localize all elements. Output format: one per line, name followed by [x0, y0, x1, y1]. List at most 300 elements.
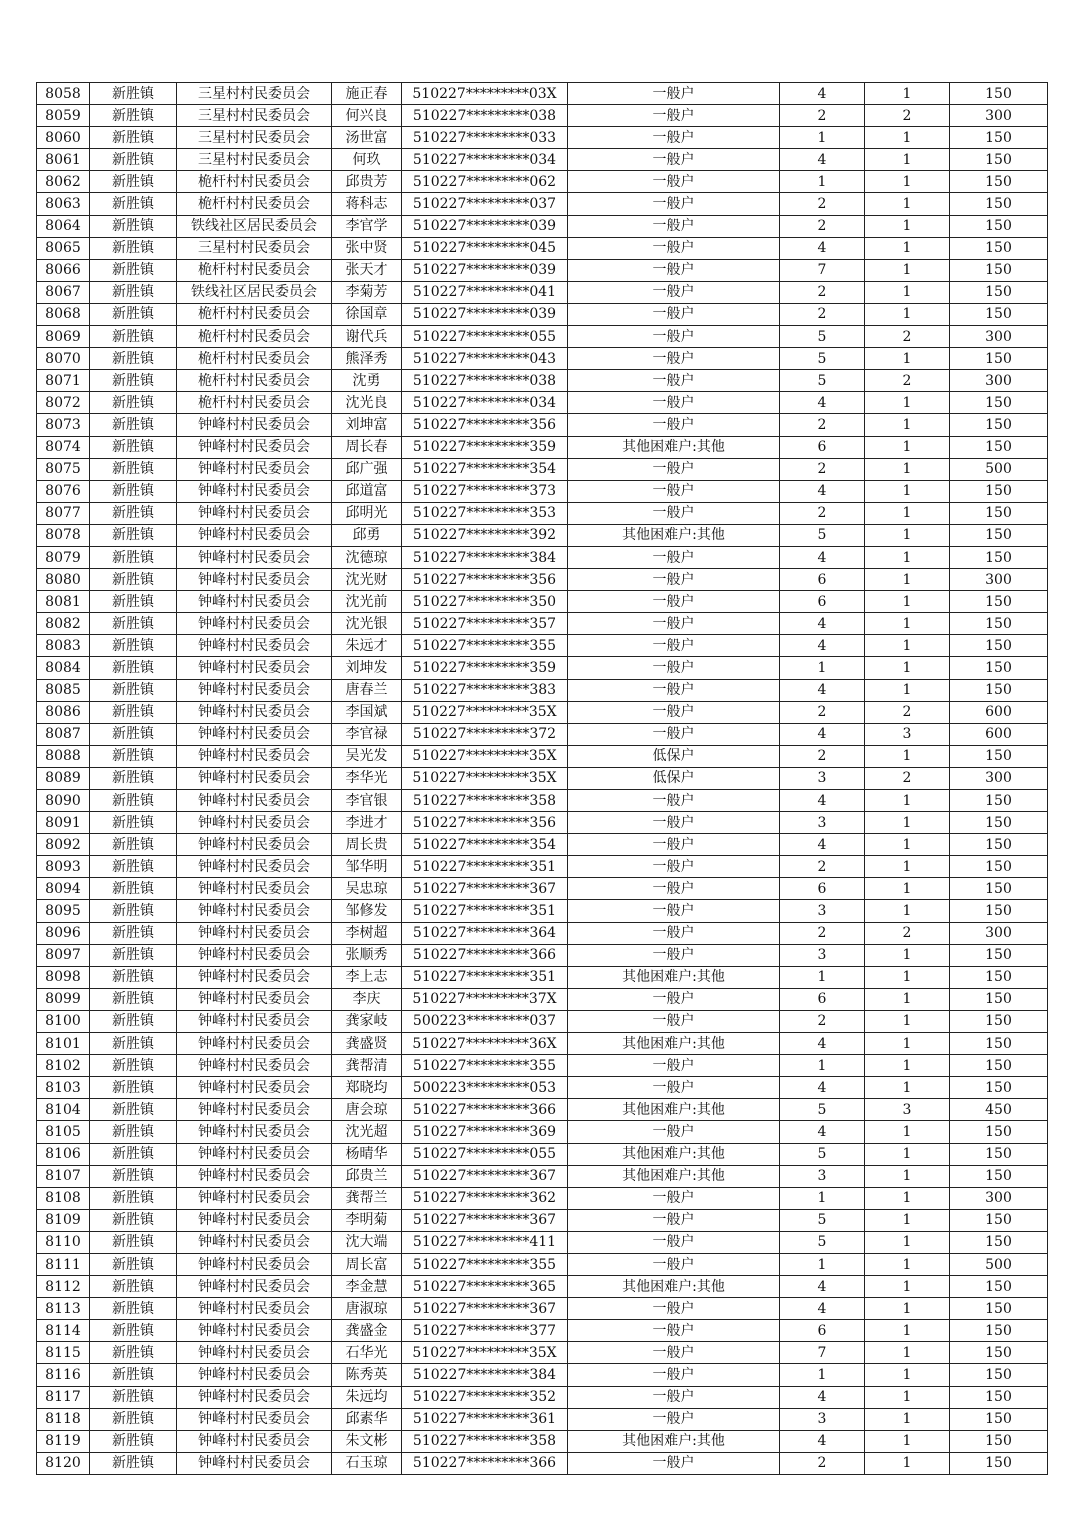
committee-cell: 钟峰村村民委员会: [177, 1386, 332, 1408]
id-number-cell: 510227*********354: [402, 458, 568, 480]
household-type-cell: 其他困难户:其他: [568, 524, 780, 546]
household-type-cell: 一般户: [568, 723, 780, 745]
name-cell: 陈秀英: [332, 1364, 402, 1386]
count-cell: 1: [865, 303, 950, 325]
family-size-cell: 5: [780, 1209, 865, 1231]
serial-cell: 8060: [37, 127, 90, 149]
table-row: [37, 348, 1048, 370]
amount-cell: 150: [950, 1033, 1048, 1055]
id-number-cell: 510227*********367: [402, 1298, 568, 1320]
town-cell: 新胜镇: [90, 303, 177, 325]
serial-cell: 8120: [37, 1452, 90, 1474]
amount-cell: 150: [950, 613, 1048, 635]
town-cell: 新胜镇: [90, 370, 177, 392]
family-size-cell: 4: [780, 149, 865, 171]
amount-cell: 150: [950, 303, 1048, 325]
family-size-cell: 4: [780, 392, 865, 414]
count-cell: 1: [865, 436, 950, 458]
name-cell: 熊泽秀: [332, 348, 402, 370]
id-number-cell: 510227*********411: [402, 1231, 568, 1253]
serial-cell: 8082: [37, 613, 90, 635]
id-number-cell: 510227*********367: [402, 1209, 568, 1231]
table-row: [37, 723, 1048, 745]
town-cell: 新胜镇: [90, 1055, 177, 1077]
serial-cell: 8110: [37, 1231, 90, 1253]
family-size-cell: 3: [780, 1408, 865, 1430]
household-type-cell: 其他困难户:其他: [568, 1143, 780, 1165]
id-number-cell: 510227*********366: [402, 944, 568, 966]
amount-cell: 150: [950, 812, 1048, 834]
committee-cell: 钟峰村村民委员会: [177, 944, 332, 966]
serial-cell: 8095: [37, 900, 90, 922]
amount-cell: 500: [950, 458, 1048, 480]
count-cell: 1: [865, 281, 950, 303]
name-cell: 刘坤富: [332, 414, 402, 436]
amount-cell: 150: [950, 856, 1048, 878]
amount-cell: 150: [950, 392, 1048, 414]
amount-cell: 150: [950, 1298, 1048, 1320]
town-cell: 新胜镇: [90, 1430, 177, 1452]
name-cell: 施正春: [332, 83, 402, 105]
id-number-cell: 510227*********384: [402, 546, 568, 568]
name-cell: 唐春兰: [332, 679, 402, 701]
serial-cell: 8091: [37, 812, 90, 834]
serial-cell: 8097: [37, 944, 90, 966]
serial-cell: 8064: [37, 215, 90, 237]
table-row: [37, 480, 1048, 502]
serial-cell: 8070: [37, 348, 90, 370]
family-size-cell: 6: [780, 878, 865, 900]
committee-cell: 钟峰村村民委员会: [177, 502, 332, 524]
count-cell: 1: [865, 1187, 950, 1209]
name-cell: 张天才: [332, 259, 402, 281]
household-type-cell: 一般户: [568, 480, 780, 502]
count-cell: 1: [865, 1143, 950, 1165]
name-cell: 邱素华: [332, 1408, 402, 1430]
household-type-cell: 一般户: [568, 657, 780, 679]
household-type-cell: 一般户: [568, 127, 780, 149]
count-cell: 1: [865, 569, 950, 591]
name-cell: 唐淑琼: [332, 1298, 402, 1320]
id-number-cell: 510227*********038: [402, 370, 568, 392]
amount-cell: 150: [950, 657, 1048, 679]
serial-cell: 8065: [37, 237, 90, 259]
name-cell: 刘坤发: [332, 657, 402, 679]
table-row: [37, 1077, 1048, 1099]
town-cell: 新胜镇: [90, 1165, 177, 1187]
amount-cell: 150: [950, 1077, 1048, 1099]
household-type-cell: 一般户: [568, 1342, 780, 1364]
serial-cell: 8071: [37, 370, 90, 392]
count-cell: 1: [865, 127, 950, 149]
name-cell: 朱远才: [332, 635, 402, 657]
amount-cell: 150: [950, 1430, 1048, 1452]
amount-cell: 150: [950, 480, 1048, 502]
town-cell: 新胜镇: [90, 458, 177, 480]
amount-cell: 150: [950, 348, 1048, 370]
amount-cell: 150: [950, 1342, 1048, 1364]
table-row: [37, 856, 1048, 878]
committee-cell: 钟峰村村民委员会: [177, 613, 332, 635]
name-cell: 李进才: [332, 812, 402, 834]
count-cell: 1: [865, 1121, 950, 1143]
town-cell: 新胜镇: [90, 679, 177, 701]
committee-cell: 钟峰村村民委员会: [177, 679, 332, 701]
serial-cell: 8068: [37, 303, 90, 325]
household-type-cell: 一般户: [568, 83, 780, 105]
town-cell: 新胜镇: [90, 1408, 177, 1430]
table-row: [37, 259, 1048, 281]
committee-cell: 钟峰村村民委员会: [177, 878, 332, 900]
amount-cell: 150: [950, 1143, 1048, 1165]
household-type-cell: 一般户: [568, 326, 780, 348]
town-cell: 新胜镇: [90, 1386, 177, 1408]
household-type-cell: 一般户: [568, 1077, 780, 1099]
amount-cell: 300: [950, 105, 1048, 127]
name-cell: 石华光: [332, 1342, 402, 1364]
serial-cell: 8089: [37, 767, 90, 789]
serial-cell: 8101: [37, 1033, 90, 1055]
table-row: [37, 1364, 1048, 1386]
town-cell: 新胜镇: [90, 83, 177, 105]
committee-cell: 钟峰村村民委员会: [177, 834, 332, 856]
name-cell: 李华光: [332, 767, 402, 789]
count-cell: 1: [865, 1452, 950, 1474]
count-cell: 1: [865, 834, 950, 856]
serial-cell: 8075: [37, 458, 90, 480]
town-cell: 新胜镇: [90, 1121, 177, 1143]
family-size-cell: 4: [780, 613, 865, 635]
count-cell: 1: [865, 878, 950, 900]
count-cell: 1: [865, 171, 950, 193]
table-row: [37, 458, 1048, 480]
committee-cell: 三星村村民委员会: [177, 83, 332, 105]
household-type-cell: 一般户: [568, 193, 780, 215]
town-cell: 新胜镇: [90, 414, 177, 436]
id-number-cell: 510227*********36X: [402, 1033, 568, 1055]
amount-cell: 300: [950, 569, 1048, 591]
town-cell: 新胜镇: [90, 1320, 177, 1342]
id-number-cell: 510227*********038: [402, 105, 568, 127]
family-size-cell: 2: [780, 502, 865, 524]
family-size-cell: 3: [780, 900, 865, 922]
committee-cell: 桅杆村村民委员会: [177, 193, 332, 215]
count-cell: 1: [865, 1077, 950, 1099]
name-cell: 龚盛金: [332, 1320, 402, 1342]
table-row: [37, 1276, 1048, 1298]
family-size-cell: 3: [780, 767, 865, 789]
household-type-cell: 一般户: [568, 922, 780, 944]
committee-cell: 钟峰村村民委员会: [177, 1143, 332, 1165]
amount-cell: 600: [950, 723, 1048, 745]
town-cell: 新胜镇: [90, 944, 177, 966]
table-row: [37, 745, 1048, 767]
amount-cell: 300: [950, 1187, 1048, 1209]
town-cell: 新胜镇: [90, 1010, 177, 1032]
amount-cell: 150: [950, 900, 1048, 922]
serial-cell: 8096: [37, 922, 90, 944]
count-cell: 1: [865, 259, 950, 281]
family-size-cell: 1: [780, 1055, 865, 1077]
id-number-cell: 510227*********350: [402, 591, 568, 613]
id-number-cell: 510227*********045: [402, 237, 568, 259]
id-number-cell: 500223*********037: [402, 1010, 568, 1032]
name-cell: 周长富: [332, 1253, 402, 1275]
serial-cell: 8107: [37, 1165, 90, 1187]
name-cell: 沈光前: [332, 591, 402, 613]
town-cell: 新胜镇: [90, 767, 177, 789]
id-number-cell: 510227*********354: [402, 834, 568, 856]
committee-cell: 钟峰村村民委员会: [177, 856, 332, 878]
amount-cell: 150: [950, 546, 1048, 568]
name-cell: 李明菊: [332, 1209, 402, 1231]
household-type-cell: 一般户: [568, 1055, 780, 1077]
serial-cell: 8077: [37, 502, 90, 524]
table-row: [37, 591, 1048, 613]
household-type-cell: 一般户: [568, 281, 780, 303]
table-row: [37, 1320, 1048, 1342]
family-size-cell: 2: [780, 105, 865, 127]
id-number-cell: 510227*********37X: [402, 988, 568, 1010]
household-type-cell: 其他困难户:其他: [568, 436, 780, 458]
household-type-cell: 一般户: [568, 502, 780, 524]
id-number-cell: 510227*********351: [402, 856, 568, 878]
town-cell: 新胜镇: [90, 436, 177, 458]
serial-cell: 8083: [37, 635, 90, 657]
table-row: [37, 1209, 1048, 1231]
id-number-cell: 510227*********358: [402, 1430, 568, 1452]
family-size-cell: 5: [780, 1143, 865, 1165]
amount-cell: 150: [950, 591, 1048, 613]
name-cell: 张中贤: [332, 237, 402, 259]
count-cell: 2: [865, 370, 950, 392]
family-size-cell: 4: [780, 1298, 865, 1320]
amount-cell: 150: [950, 281, 1048, 303]
town-cell: 新胜镇: [90, 281, 177, 303]
amount-cell: 150: [950, 215, 1048, 237]
serial-cell: 8104: [37, 1099, 90, 1121]
id-number-cell: 510227*********043: [402, 348, 568, 370]
table-row: [37, 944, 1048, 966]
household-type-cell: 一般户: [568, 1209, 780, 1231]
id-number-cell: 510227*********355: [402, 1055, 568, 1077]
serial-cell: 8118: [37, 1408, 90, 1430]
committee-cell: 钟峰村村民委员会: [177, 1430, 332, 1452]
count-cell: 1: [865, 1298, 950, 1320]
name-cell: 沈光财: [332, 569, 402, 591]
table-row: [37, 878, 1048, 900]
town-cell: 新胜镇: [90, 215, 177, 237]
name-cell: 龚帮清: [332, 1055, 402, 1077]
table-row: [37, 657, 1048, 679]
amount-cell: 150: [950, 1055, 1048, 1077]
name-cell: 周长春: [332, 436, 402, 458]
family-size-cell: 1: [780, 966, 865, 988]
town-cell: 新胜镇: [90, 480, 177, 502]
count-cell: 1: [865, 812, 950, 834]
table-row: [37, 1165, 1048, 1187]
id-number-cell: 510227*********35X: [402, 701, 568, 723]
name-cell: 邹修发: [332, 900, 402, 922]
committee-cell: 钟峰村村民委员会: [177, 1408, 332, 1430]
table-row: [37, 502, 1048, 524]
count-cell: 1: [865, 480, 950, 502]
table-row: [37, 1055, 1048, 1077]
count-cell: 1: [865, 1386, 950, 1408]
family-size-cell: 2: [780, 701, 865, 723]
committee-cell: 钟峰村村民委员会: [177, 745, 332, 767]
committee-cell: 钟峰村村民委员会: [177, 1231, 332, 1253]
household-type-cell: 一般户: [568, 679, 780, 701]
id-number-cell: 510227*********357: [402, 613, 568, 635]
amount-cell: 150: [950, 1364, 1048, 1386]
serial-cell: 8078: [37, 524, 90, 546]
table-row: [37, 922, 1048, 944]
committee-cell: 钟峰村村民委员会: [177, 1187, 332, 1209]
count-cell: 1: [865, 1430, 950, 1452]
household-type-cell: 一般户: [568, 1386, 780, 1408]
count-cell: 1: [865, 83, 950, 105]
committee-cell: 桅杆村村民委员会: [177, 303, 332, 325]
id-number-cell: 510227*********366: [402, 1099, 568, 1121]
name-cell: 沈勇: [332, 370, 402, 392]
amount-cell: 150: [950, 790, 1048, 812]
committee-cell: 钟峰村村民委员会: [177, 812, 332, 834]
committee-cell: 三星村村民委员会: [177, 149, 332, 171]
committee-cell: 钟峰村村民委员会: [177, 1077, 332, 1099]
id-number-cell: 510227*********062: [402, 171, 568, 193]
family-size-cell: 4: [780, 237, 865, 259]
name-cell: 汤世富: [332, 127, 402, 149]
town-cell: 新胜镇: [90, 1342, 177, 1364]
family-size-cell: 2: [780, 414, 865, 436]
town-cell: 新胜镇: [90, 1099, 177, 1121]
family-size-cell: 4: [780, 1430, 865, 1452]
table-row: [37, 524, 1048, 546]
id-number-cell: 510227*********355: [402, 1253, 568, 1275]
serial-cell: 8099: [37, 988, 90, 1010]
committee-cell: 钟峰村村民委员会: [177, 1320, 332, 1342]
amount-cell: 150: [950, 944, 1048, 966]
amount-cell: 150: [950, 966, 1048, 988]
town-cell: 新胜镇: [90, 1276, 177, 1298]
household-type-cell: 一般户: [568, 105, 780, 127]
family-size-cell: 2: [780, 193, 865, 215]
amount-cell: 150: [950, 1121, 1048, 1143]
count-cell: 2: [865, 326, 950, 348]
serial-cell: 8111: [37, 1253, 90, 1275]
town-cell: 新胜镇: [90, 988, 177, 1010]
count-cell: 2: [865, 767, 950, 789]
family-size-cell: 5: [780, 524, 865, 546]
amount-cell: 450: [950, 1099, 1048, 1121]
serial-cell: 8066: [37, 259, 90, 281]
household-type-cell: 一般户: [568, 790, 780, 812]
household-type-cell: 一般户: [568, 1408, 780, 1430]
household-type-cell: 一般户: [568, 569, 780, 591]
committee-cell: 钟峰村村民委员会: [177, 1364, 332, 1386]
name-cell: 杨晴华: [332, 1143, 402, 1165]
name-cell: 李菊芳: [332, 281, 402, 303]
count-cell: 2: [865, 922, 950, 944]
family-size-cell: 4: [780, 1121, 865, 1143]
town-cell: 新胜镇: [90, 546, 177, 568]
household-type-cell: 一般户: [568, 591, 780, 613]
amount-cell: 150: [950, 1452, 1048, 1474]
count-cell: 1: [865, 193, 950, 215]
serial-cell: 8112: [37, 1276, 90, 1298]
family-size-cell: 3: [780, 1165, 865, 1187]
id-number-cell: 510227*********039: [402, 259, 568, 281]
serial-cell: 8059: [37, 105, 90, 127]
table-row: [37, 1143, 1048, 1165]
amount-cell: 150: [950, 679, 1048, 701]
id-number-cell: 510227*********377: [402, 1320, 568, 1342]
id-number-cell: 510227*********366: [402, 1452, 568, 1474]
id-number-cell: 510227*********037: [402, 193, 568, 215]
name-cell: 张顺秀: [332, 944, 402, 966]
table-body: [37, 83, 1048, 1475]
table-row: [37, 1121, 1048, 1143]
town-cell: 新胜镇: [90, 1143, 177, 1165]
name-cell: 龚帮兰: [332, 1187, 402, 1209]
amount-cell: 150: [950, 1386, 1048, 1408]
committee-cell: 三星村村民委员会: [177, 127, 332, 149]
family-size-cell: 6: [780, 436, 865, 458]
id-number-cell: 510227*********359: [402, 436, 568, 458]
household-type-cell: 一般户: [568, 812, 780, 834]
table-row: [37, 834, 1048, 856]
id-number-cell: 510227*********367: [402, 878, 568, 900]
count-cell: 1: [865, 348, 950, 370]
town-cell: 新胜镇: [90, 193, 177, 215]
id-number-cell: 510227*********039: [402, 303, 568, 325]
household-type-cell: 一般户: [568, 215, 780, 237]
id-number-cell: 510227*********353: [402, 502, 568, 524]
serial-cell: 8093: [37, 856, 90, 878]
committee-cell: 钟峰村村民委员会: [177, 1253, 332, 1275]
name-cell: 李金慧: [332, 1276, 402, 1298]
table-row: [37, 1408, 1048, 1430]
name-cell: 朱远均: [332, 1386, 402, 1408]
family-size-cell: 5: [780, 1231, 865, 1253]
household-type-cell: 一般户: [568, 392, 780, 414]
amount-cell: 150: [950, 1231, 1048, 1253]
serial-cell: 8090: [37, 790, 90, 812]
household-type-cell: 一般户: [568, 149, 780, 171]
household-type-cell: 其他困难户:其他: [568, 1033, 780, 1055]
committee-cell: 钟峰村村民委员会: [177, 458, 332, 480]
amount-cell: 150: [950, 878, 1048, 900]
household-type-cell: 一般户: [568, 546, 780, 568]
committee-cell: 钟峰村村民委员会: [177, 436, 332, 458]
amount-cell: 600: [950, 701, 1048, 723]
serial-cell: 8100: [37, 1010, 90, 1032]
town-cell: 新胜镇: [90, 834, 177, 856]
name-cell: 李树超: [332, 922, 402, 944]
town-cell: 新胜镇: [90, 966, 177, 988]
committee-cell: 钟峰村村民委员会: [177, 1209, 332, 1231]
committee-cell: 桅杆村村民委员会: [177, 259, 332, 281]
name-cell: 邱广强: [332, 458, 402, 480]
count-cell: 1: [865, 613, 950, 635]
id-number-cell: 510227*********356: [402, 812, 568, 834]
name-cell: 沈光银: [332, 613, 402, 635]
town-cell: 新胜镇: [90, 1452, 177, 1474]
name-cell: 龚盛贤: [332, 1033, 402, 1055]
table-row: [37, 546, 1048, 568]
town-cell: 新胜镇: [90, 171, 177, 193]
